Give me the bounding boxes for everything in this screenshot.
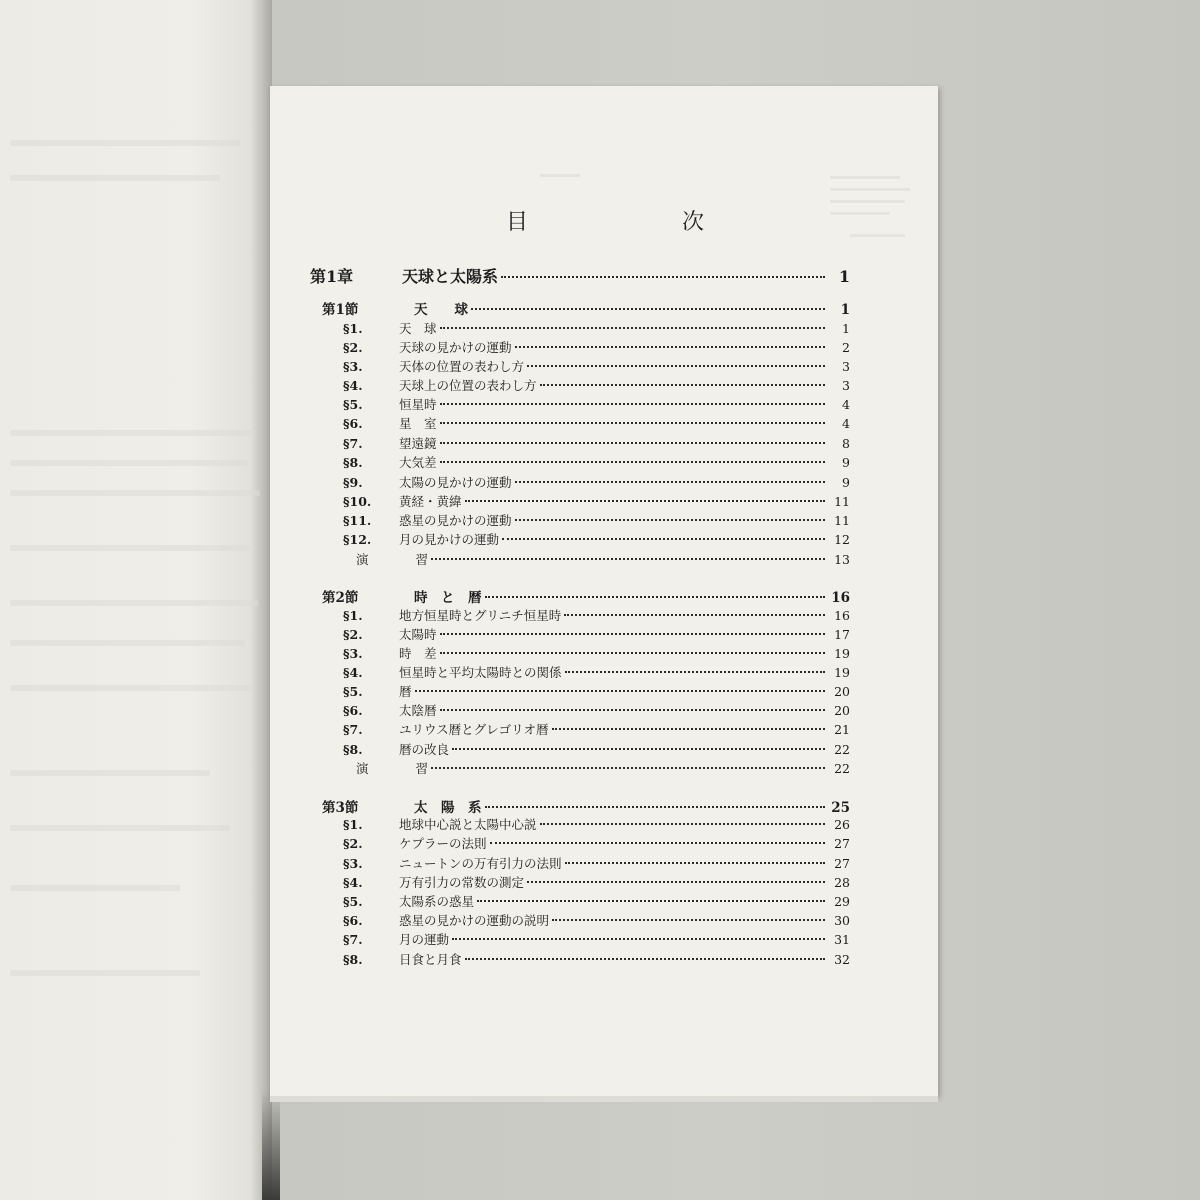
toc-item-entry[interactable] [343,434,850,452]
toc-item-entry[interactable] [343,701,850,719]
item-number: §7. [343,722,363,737]
item-title: 日食と月食 [399,952,462,967]
dot-leader [485,596,826,598]
bleed-through-line [10,460,248,466]
item-number: §1. [343,817,363,832]
dot-leader [440,633,825,635]
toc-section-entry[interactable] [322,586,850,606]
dot-leader [465,500,825,502]
item-title: 暦の改良 [399,742,450,757]
bleed-through-line [10,490,260,496]
item-title: 恒星時と平均太陽時との関係 [399,665,562,680]
toc-item-entry[interactable] [343,854,850,872]
page-number: 3 [842,359,850,374]
bleed-through-line [830,176,900,179]
chapter-number: 第1章 [310,267,354,286]
page-number: 4 [842,416,850,431]
exercise-label-char: 演 [356,761,369,776]
dot-leader [440,327,825,329]
item-number: §2. [343,340,363,355]
toc-item-entry[interactable] [343,740,850,758]
page-number: 2 [842,340,850,355]
item-title: ケプラーの法則 [399,836,487,851]
item-number: §3. [343,856,363,871]
section-number: 第2節 [322,590,359,606]
toc-item-entry[interactable] [343,511,850,529]
item-title: 太陽時 [399,627,437,642]
item-title: 太陰暦 [399,703,437,718]
item-number: §8. [343,952,363,967]
toc-item-entry[interactable] [343,473,850,491]
section-number: 第3節 [322,800,359,816]
toc-item-entry[interactable] [343,606,850,624]
toc-item-entry[interactable] [343,892,850,910]
bleed-through-line [10,825,230,831]
toc-section-entry[interactable] [322,796,850,816]
page-number: 13 [834,552,850,567]
dot-leader [431,558,825,560]
page-number: 28 [834,875,850,890]
dot-leader [485,806,826,808]
toc-item-entry[interactable] [343,414,850,432]
item-title: 月の運動 [399,932,450,947]
exercise-label [356,550,428,568]
dot-leader [540,823,825,825]
page-number: 25 [831,800,850,816]
page-number: 3 [842,378,850,393]
toc-title [506,205,706,236]
item-number: §8. [343,742,363,757]
bleed-through-line [10,430,255,436]
dot-leader [552,728,825,730]
dot-leader [440,652,825,654]
bleed-through-line [830,188,910,191]
bleed-through-line [10,545,250,551]
page-stack-shadow [262,1090,280,1200]
dot-leader [465,958,825,960]
item-number: §3. [343,359,363,374]
toc-item-entry[interactable] [343,815,850,833]
dot-leader [501,276,825,278]
dot-leader [502,538,825,540]
page-number: 27 [834,836,850,851]
toc-item-entry[interactable] [343,911,850,929]
page-number: 17 [834,627,850,642]
item-number: §2. [343,627,363,642]
item-number: §2. [343,836,363,851]
item-title: 望遠鏡 [399,436,437,451]
dot-leader [565,671,825,673]
item-number: §4. [343,378,363,393]
page-number: 16 [831,590,850,606]
dot-leader [540,384,825,386]
item-number: §5. [343,684,363,699]
exercise-label [356,759,428,777]
item-title: ユリウス暦とグレゴリオ暦 [399,722,549,737]
left-page [0,0,272,1200]
item-title: ニュートンの万有引力の法則 [399,856,562,871]
item-title: 恒星時 [399,397,437,412]
dot-leader [515,481,825,483]
dot-leader [565,862,825,864]
dot-leader [527,365,825,367]
toc-section-entry[interactable] [322,298,850,318]
item-number: §11. [343,513,372,528]
toc-item-entry[interactable] [343,492,850,510]
bleed-through-line [10,140,240,146]
dot-leader [452,748,825,750]
item-number: §9. [343,475,363,490]
toc-item-entry[interactable] [343,873,850,891]
page-number: 11 [834,494,850,509]
item-title: 太陽の見かけの運動 [399,475,512,490]
dot-leader [440,461,825,463]
item-title: 惑星の見かけの運動 [399,513,512,528]
section-title: 天 球 [414,302,468,318]
page-number: 29 [834,894,850,909]
toc-item-entry[interactable] [343,644,850,662]
item-title: 大気差 [399,455,437,470]
bleed-through-line [10,600,258,606]
page-number: 1 [838,267,850,286]
item-title: 太陽系の惑星 [399,894,475,909]
item-title: 暦 [399,684,412,699]
bleed-through-line [10,640,245,646]
page-number: 12 [834,532,850,547]
page-number: 11 [834,513,850,528]
toc-item-entry[interactable] [343,682,850,700]
dot-leader [515,346,825,348]
item-title: 惑星の見かけの運動の説明 [399,913,550,928]
dot-leader [440,422,825,424]
bleed-through-line [10,970,200,976]
page-number: 9 [842,475,850,490]
page-number: 22 [834,742,850,757]
page-number: 26 [834,817,850,832]
page-number: 19 [834,646,850,661]
item-title: 時 差 [399,646,437,661]
dot-leader [515,519,825,521]
dot-leader [440,442,825,444]
toc-item-entry[interactable] [343,930,850,948]
item-number: §8. [343,455,363,470]
item-number: §4. [343,875,363,890]
dot-leader [415,690,825,692]
item-title: 天体の位置の表わし方 [399,359,525,374]
item-title: 万有引力の常数の測定 [399,875,525,890]
page-number: 27 [834,856,850,871]
page-number: 1 [840,302,850,318]
dot-leader [440,403,825,405]
item-title: 地球中心説と太陽中心説 [399,817,537,832]
page-number: 22 [834,761,850,776]
toc-chapter-entry[interactable] [310,264,850,287]
bleed-through-line [10,770,210,776]
toc-item-entry[interactable] [343,453,850,471]
item-title: 星 室 [399,416,437,431]
item-title: 天 球 [399,321,437,336]
page-number: 16 [834,608,850,623]
item-number: §6. [343,416,363,431]
bleed-through-line [10,685,252,691]
page-number: 1 [842,321,850,336]
dot-leader [471,308,825,310]
toc-item-entry[interactable] [343,530,850,548]
item-number: §4. [343,665,363,680]
section-title: 太 陽 系 [414,800,482,816]
page-number: 20 [834,684,850,699]
item-number: §7. [343,932,363,947]
toc-item-entry[interactable] [343,625,850,643]
bleed-through-line [10,885,180,891]
toc-item-entry[interactable] [343,720,850,738]
dot-leader [431,767,825,769]
toc-title-char: 目 [506,210,531,235]
section-number: 第1節 [322,302,359,318]
page-number: 20 [834,703,850,718]
item-number: §1. [343,321,363,336]
item-number: §7. [343,436,363,451]
item-number: §6. [343,913,363,928]
item-number: §3. [343,646,363,661]
page-number: 8 [842,436,850,451]
dot-leader [477,900,825,902]
toc-item-entry[interactable] [343,376,850,394]
dot-leader [490,842,825,844]
toc-exercise-entry[interactable] [356,550,850,568]
item-title: 地方恒星時とグリニチ恒星時 [399,608,562,623]
dot-leader [527,881,825,883]
bleed-through-line [830,212,890,215]
toc-item-entry[interactable] [343,395,850,413]
bleed-through-line [850,234,905,237]
toc-item-entry[interactable] [343,357,850,375]
page-edge [270,1096,938,1102]
item-title: 黄経・黄緯 [399,494,462,509]
item-number: §5. [343,894,363,909]
toc-item-entry[interactable] [343,338,850,356]
page-number: 32 [834,952,850,967]
toc-item-entry[interactable] [343,319,850,337]
bleed-through-line [10,175,220,181]
page-number: 30 [834,913,850,928]
item-title: 月の見かけの運動 [399,532,500,547]
toc-item-entry[interactable] [343,834,850,852]
toc-title-char: 次 [681,210,706,235]
page-number: 31 [834,932,850,947]
exercise-label-char: 習 [415,761,428,776]
item-number: §12. [343,532,372,547]
section-title: 時 と 暦 [414,590,482,606]
item-number: §5. [343,397,363,412]
page-number: 19 [834,665,850,680]
page-number: 4 [842,397,850,412]
dot-leader [564,614,825,616]
bleed-through-line [540,174,580,177]
bleed-through-line [830,200,905,203]
chapter-title: 天球と太陽系 [402,267,499,286]
item-number: §6. [343,703,363,718]
exercise-label-char: 演 [356,552,369,567]
item-number: §10. [343,494,372,509]
dot-leader [452,938,825,940]
toc-item-entry[interactable] [343,663,850,681]
item-number: §1. [343,608,363,623]
exercise-label-char: 習 [415,552,428,567]
toc-item-entry[interactable] [343,950,850,968]
page-number: 9 [842,455,850,470]
dot-leader [440,709,825,711]
item-title: 天球上の位置の表わし方 [399,378,537,393]
toc-exercise-entry[interactable] [356,759,850,777]
item-title: 天球の見かけの運動 [399,340,512,355]
dot-leader [552,919,825,921]
page-number: 21 [834,722,850,737]
